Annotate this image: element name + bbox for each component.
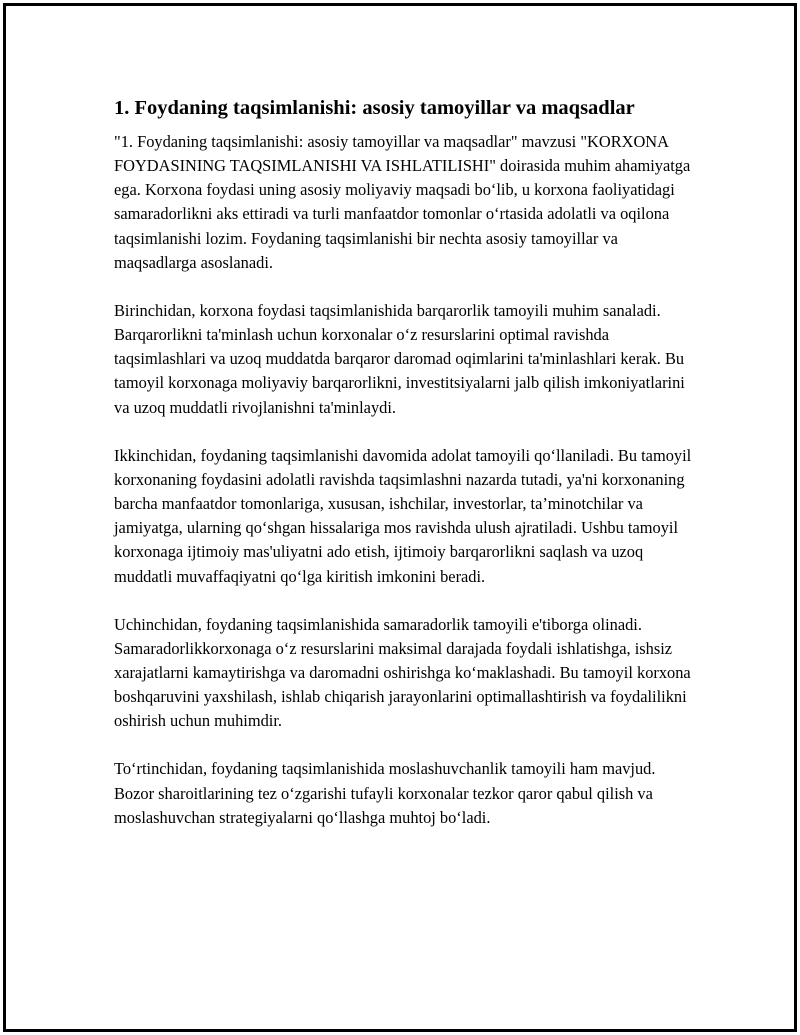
paragraph-fairness: Ikkinchidan, foydaning taqsimlanishi davomida adolat tamoyili qo‘llaniladi. Bu tamoyil korxonaning foydasini adolatli ravishda taqsimlashni nazarda tutadi, ya'ni korxonaning barcha manfaatdor tomonlariga, xususan, ishchilar, investorlar, ta’minotchilar va jamiyatga, ularning qo‘shgan hissalariga mos ravishda ulush ajratiladi. Ushbu tamoyil korxonaga ijtimoiy mas'uliyatni ado etish, ijtimoiy barqarorlikni saqlash va uzoq muddatli muvaffaqiyatni qo‘lga kiritish imkonini beradi. <box>114 445 692 586</box>
paragraph-efficiency: Uchinchidan, foydaning taqsimlanishida samaradorlik tamoyili e'tiborga olinadi. Samaradorlikkorxonaga o‘z resurslarini maksimal darajada foydali ishlatishga, ishsiz xarajatlarni kamaytirishga va daromadni oshirishga ko‘maklashadi. Bu tamoyil korxona boshqaruvini yaxshilash, ishlab chiqarish jarayonlarini optimallashtirish va foydalilikni oshirish uchun muhimdir. <box>114 614 691 731</box>
document-body <box>114 96 694 854</box>
paragraph-intro: "1. Foydaning taqsimlanishi: asosiy tamoyillar va maqsadlar" mavzusi "KORXONA FOYDASINING TAQSIMLANISHI VA ISHLATILISHI" doirasida muhim ahamiyatga ega. Korxona foydasi uning asosiy moliyaviy maqsadi bo‘lib, u korxona faoliyatidagi samaradorlikni aks ettiradi va turli manfaatdor tomonlar o‘rtasida adolatli va oqilona taqsimlanishi lozim. Foydaning taqsimlanishi bir nechta asosiy tamoyillar va maqsadlarga asoslanadi. <box>114 132 691 272</box>
paragraph-stability: Birinchidan, korxona foydasi taqsimlanishida barqarorlik tamoyili muhim sanaladi. Barqarorlikni ta'minlash uchun korxonalar o‘z resurslarini optimal ravishda taqsimlashlari va uzoq muddatda barqaror daromad oqimlarini ta'minlashlari kerak. Bu tamoyil korxonaga moliyaviy barqarorlikni, investitsiyalarni jalb qilish imkoniyatlarini va uzoq muddatli rivojlanishni ta'minlaydi. <box>114 300 685 417</box>
section-heading: 1. Foydaning taqsimlanishi: asosiy tamoyillar va maqsadlar <box>114 97 635 119</box>
paragraph-flexibility: To‘rtinchidan, foydaning taqsimlanishida moslashuvchanlik tamoyili ham mavjud. Bozor sharoitlarining tez o‘zgarishi tufayli korxonalar tezkor qaror qabul qilish va moslashuvchan strategiyalarni qo‘llashga muhtoj bo‘ladi. <box>114 759 656 827</box>
